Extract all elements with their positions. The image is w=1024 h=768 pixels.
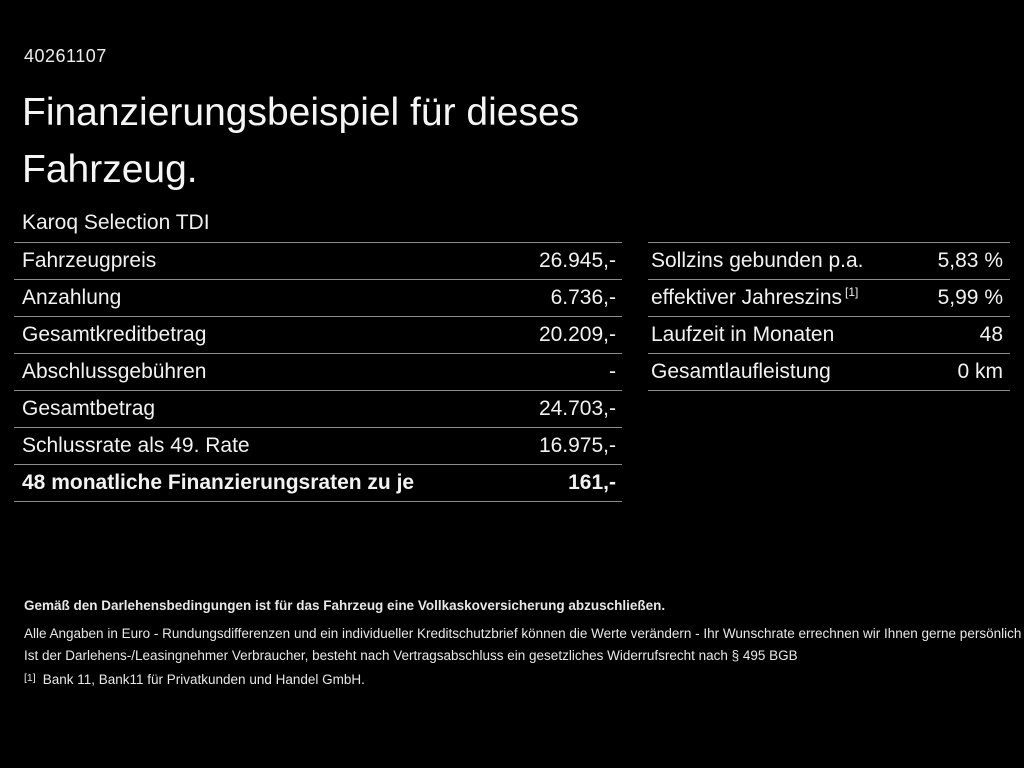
row-label: Schlussrate als 49. Rate	[22, 434, 250, 457]
row-label: Abschlussgebühren	[22, 360, 207, 383]
table-row-fahrzeugpreis	[14, 242, 622, 279]
table-row-gesamtbetrag	[14, 390, 622, 427]
table-row-gesamtkreditbetrag	[14, 316, 622, 353]
document-id-number: 40261107	[24, 46, 107, 66]
row-label: 48 monatliche Finanzierungsraten zu je	[22, 471, 415, 494]
page-title-line2: Fahrzeug.	[22, 148, 198, 191]
footer-footnote	[24, 672, 1004, 687]
footnote-marker: [1]	[24, 672, 36, 684]
row-label: Fahrzeugpreis	[22, 249, 157, 272]
row-value: 26.945,-	[538, 249, 616, 272]
finance-table	[14, 242, 622, 502]
page-title	[22, 84, 579, 198]
row-value: 48	[979, 323, 1003, 346]
row-label: Gesamtkreditbetrag	[22, 323, 207, 346]
footnote-ref: [1]	[845, 285, 859, 299]
table-row-abschlussgebuehren	[14, 353, 622, 390]
footer-disclaimer-line1: Alle Angaben in Euro - Rundungsdifferenzen und ein individueller Kreditschutzbrief können die Werte verändern - Ihr Wunschrate errechnen wir Ihnen gerne persönlich	[24, 626, 1022, 641]
footnote-text: Bank 11, Bank11 für Privatkunden und Handel GmbH.	[42, 672, 365, 687]
row-label-text: effektiver Jahreszins	[651, 286, 843, 309]
footer-insurance-note: Gemäß den Darlehensbedingungen ist für das Fahrzeug eine Vollkaskoversicherung abzuschließen.	[24, 598, 666, 613]
row-label-text: Gesamtlaufleistung	[651, 360, 831, 383]
row-value: 161,-	[568, 471, 616, 494]
vehicle-model-subtitle: Karoq Selection TDI	[22, 211, 210, 234]
row-value: 5,83 %	[937, 249, 1003, 272]
table-row-effektiver-jahreszins	[648, 279, 1010, 316]
table-row-monatsrate	[14, 464, 622, 501]
table-row-gesamtlaufleistung	[648, 353, 1010, 390]
row-value: -	[609, 360, 616, 383]
footer-disclaimer-line2: Ist der Darlehens-/Leasingnehmer Verbraucher, besteht nach Vertragsabschluss ein gesetzliches Widerrufsrecht nach § 495 BGB	[24, 648, 798, 663]
row-label: Anzahlung	[22, 286, 122, 309]
conditions-table	[648, 242, 1010, 391]
row-label-text: Sollzins gebunden p.a.	[651, 249, 864, 272]
row-label-text: Laufzeit in Monaten	[651, 323, 835, 346]
row-value: 6.736,-	[550, 286, 616, 309]
row-value: 0 km	[957, 360, 1003, 383]
row-label	[651, 360, 834, 384]
page-title-line1: Finanzierungsbeispiel für dieses	[22, 91, 580, 134]
row-label	[651, 286, 858, 310]
table-row-sollzins	[648, 242, 1010, 279]
table-row-schlussrate	[14, 427, 622, 464]
row-label: Gesamtbetrag	[22, 397, 156, 420]
row-value: 20.209,-	[538, 323, 616, 346]
row-label	[651, 249, 867, 273]
table-row-laufzeit	[648, 316, 1010, 353]
row-value: 24.703,-	[538, 397, 616, 420]
row-value: 16.975,-	[538, 434, 616, 457]
row-value: 5,99 %	[937, 286, 1003, 309]
row-label	[651, 323, 837, 347]
table-row-anzahlung	[14, 279, 622, 316]
